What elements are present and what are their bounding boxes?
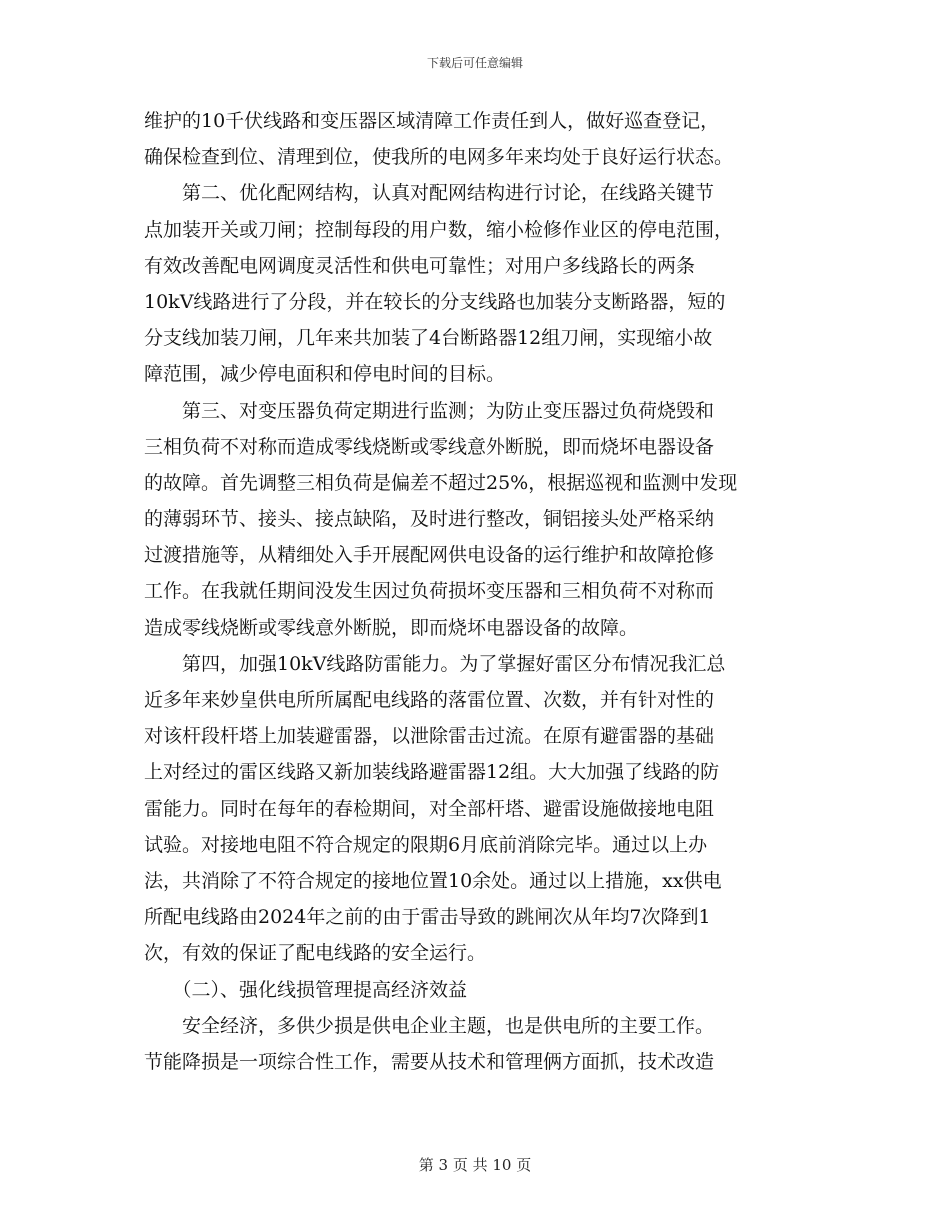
section-heading: （二）、强化线损管理提高经济效益 bbox=[144, 978, 468, 1001]
text-line: 上对经过的雷区线路又新加装线路避雷器12组。大大加强了线路的防 bbox=[144, 761, 720, 784]
text-line: 分支线加装刀闸，几年来共加装了4台断路器12组刀闸，实现缩小故 bbox=[144, 327, 713, 350]
page-header: 下载后可任意编辑 bbox=[426, 56, 523, 70]
text-line: 有效改善配电网调度灵活性和供电可靠性；对用户多线路长的两条 bbox=[144, 254, 696, 277]
text-line: 对该杆段杆塔上加装避雷器，以泄除雷击过流。在原有避雷器的基础 bbox=[144, 725, 715, 748]
text-line: 点加装开关或刀闸；控制每段的用户数，缩小检修作业区的停电范围， bbox=[144, 218, 734, 241]
text-line: 第二、优化配网结构，认真对配网结构进行讨论，在线路关键节 bbox=[144, 182, 715, 205]
text-line: 维护的10千伏线路和变压器区域清障工作责任到人，做好巡查登记， bbox=[144, 110, 720, 132]
text-line: 近多年来妙皇供电所所属配电线路的落雷位置、次数，并有针对性的 bbox=[144, 689, 715, 711]
text-line: 确保检查到位、清理到位，使我所的电网多年来均处于良好运行状态。 bbox=[144, 146, 734, 169]
document-body bbox=[144, 103, 824, 1080]
text-line: 次，有效的保证了配电线路的安全运行。 bbox=[144, 942, 487, 965]
text-line: 安全经济，多供少损是供电企业主题，也是供电所的主要工作。 bbox=[144, 1014, 715, 1037]
text-line: 工作。在我就任期间没发生因过负荷损坏变压器和三相负荷不对称而 bbox=[144, 580, 715, 603]
text-line: 的薄弱环节、接头、接点缺陷，及时进行整改，铜铝接头处严格采纳 bbox=[144, 508, 715, 531]
text-line: 10kV线路进行了分段，并在较长的分支线路也加装分支断路器，短的 bbox=[144, 290, 726, 313]
text-line: 三相负荷不对称而造成零线烧断或零线意外断脱，即而烧坏电器设备 bbox=[144, 435, 715, 458]
text-line: 试验。对接地电阻不符合规定的限期6月底前消除完毕。通过以上办 bbox=[144, 833, 708, 856]
text-line: 第四，加强10kV线路防雷能力。为了掌握好雷区分布情况我汇总 bbox=[144, 652, 726, 675]
text-line: 的故障。首先调整三相负荷是偏差不超过25%，根据巡视和监测中发现 bbox=[144, 471, 738, 494]
page-number-footer: 第 3 页 共 10 页 bbox=[418, 1156, 532, 1174]
text-line: 雷能力。同时在每年的春检期间，对全部杆塔、避雷设施做接地电阻 bbox=[144, 797, 715, 820]
text-line: 过渡措施等，从精细处入手开展配网供电设备的运行维护和故障抢修 bbox=[144, 544, 715, 567]
text-line: 法，共消除了不符合规定的接地位置10余处。通过以上措施，xx供电 bbox=[144, 869, 722, 892]
text-line: 所配电线路由2024年之前的由于雷击导致的跳闸次从年均7次降到1 bbox=[144, 906, 711, 929]
text-line: 障范围，减少停电面积和停电时间的目标。 bbox=[144, 363, 506, 386]
text-line: 造成零线烧断或零线意外断脱，即而烧坏电器设备的故障。 bbox=[144, 616, 639, 639]
text-line: 节能降损是一项综合性工作，需要从技术和管理俩方面抓，技术改造 bbox=[144, 1050, 715, 1073]
text-line: 第三、对变压器负荷定期进行监测；为防止变压器过负荷烧毁和 bbox=[144, 399, 715, 422]
